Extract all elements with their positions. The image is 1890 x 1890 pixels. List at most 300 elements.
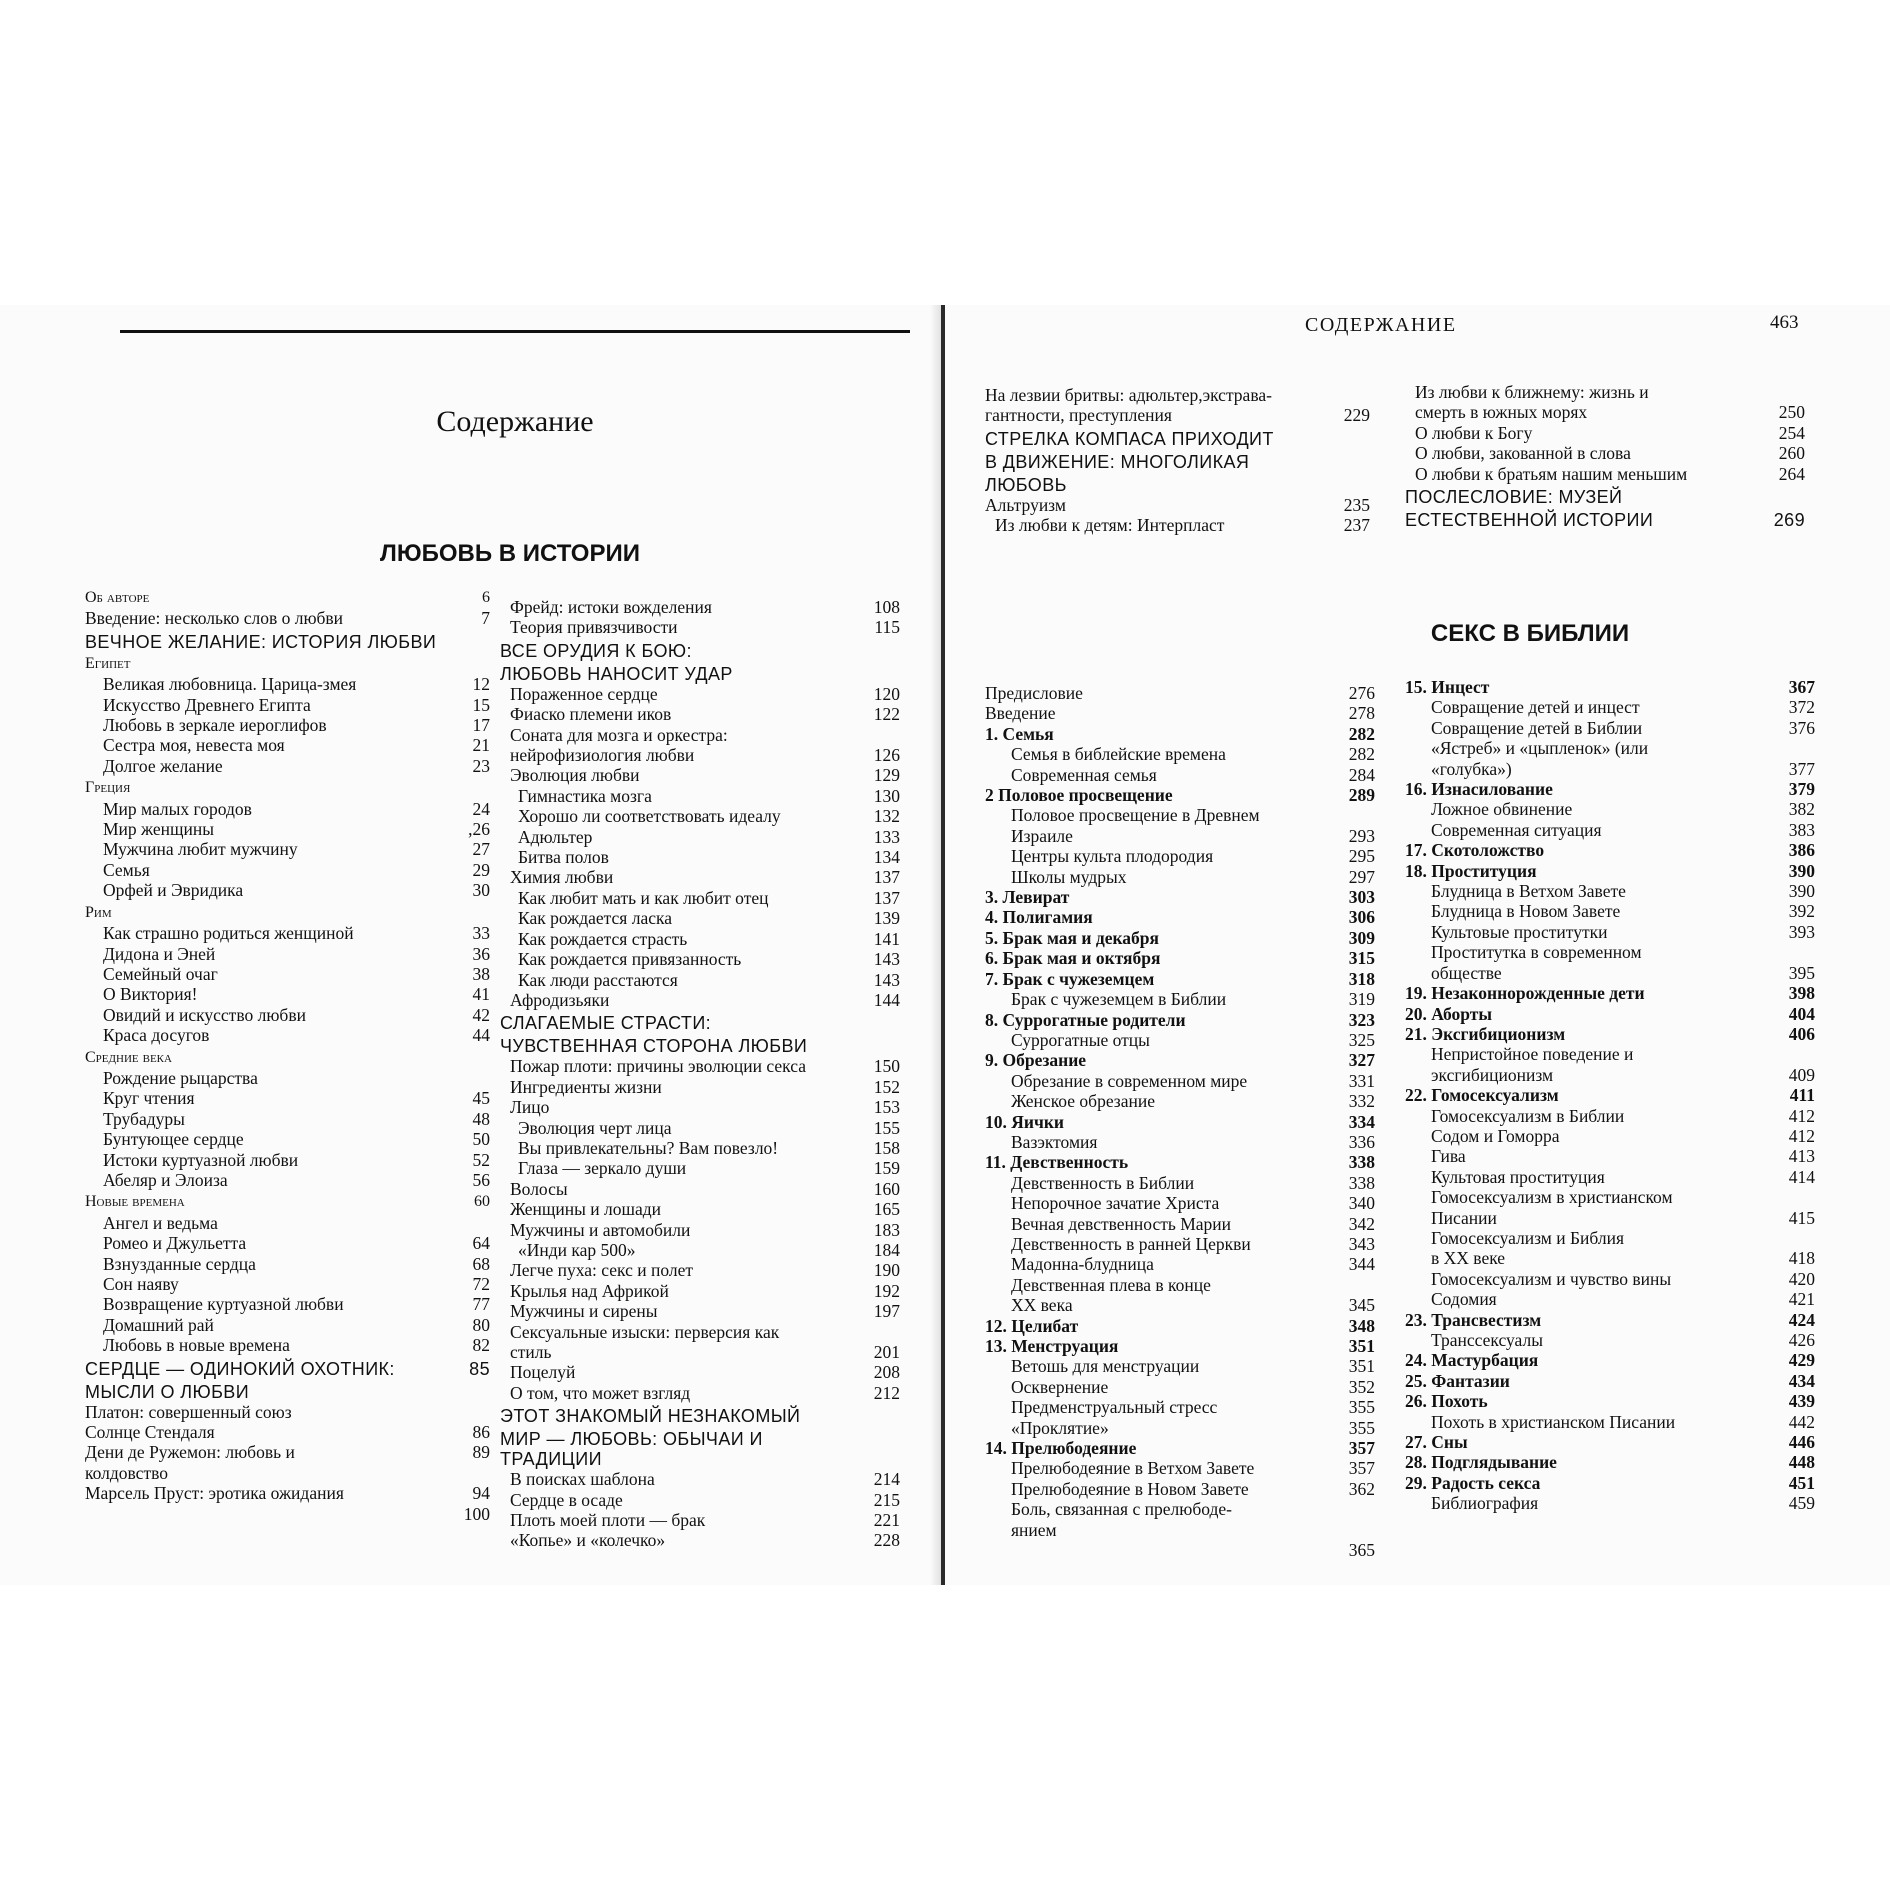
toc-entry xyxy=(500,765,900,785)
toc-entry xyxy=(85,1170,490,1190)
toc-entry-title: 10. Яички xyxy=(985,1111,1065,1132)
toc-entry xyxy=(500,1179,900,1199)
toc-entry-title: 28. Подглядывание xyxy=(1405,1452,1557,1473)
toc-entry-page: 303 xyxy=(1348,887,1375,908)
toc-entry-page: 130 xyxy=(873,785,900,806)
toc-column-left-2 xyxy=(500,597,900,1551)
toc-entry-page: 451 xyxy=(1788,1472,1815,1493)
toc-entry-title: гантности, преступления xyxy=(985,405,1172,426)
toc-entry-page: 12 xyxy=(472,674,490,695)
toc-entry-page: 318 xyxy=(1348,968,1375,989)
toc-entry xyxy=(985,805,1375,825)
toc-column-right-1 xyxy=(985,683,1375,1560)
toc-entry-page: 52 xyxy=(472,1149,490,1170)
toc-entry-title: Великая любовница. Царица-змея xyxy=(103,674,357,695)
toc-entry-title: Мужчина любит мужчину xyxy=(103,839,298,860)
toc-entry-page: 418 xyxy=(1788,1248,1815,1269)
toc-entry xyxy=(85,1150,490,1170)
toc-entry xyxy=(500,1077,900,1097)
toc-entry xyxy=(1405,820,1815,840)
toc-entry xyxy=(500,1342,900,1362)
toc-entry-title: 7. Брак с чужеземцем xyxy=(985,968,1155,989)
toc-entry-title: МИР — ЛЮБОВЬ: ОБЫЧАИ И ТРАДИЦИИ xyxy=(500,1429,763,1470)
toc-entry-page: 340 xyxy=(1348,1193,1375,1214)
toc-entry-page: 141 xyxy=(873,928,900,949)
top-rule xyxy=(120,330,910,333)
toc-entry-page: 319 xyxy=(1348,989,1375,1010)
toc-entry-title: Сестра моя, невеста моя xyxy=(103,735,285,756)
toc-entry xyxy=(985,475,1370,495)
toc-entry-title: Как рождается ласка xyxy=(518,908,673,929)
toc-column-right-top-1 xyxy=(985,385,1370,536)
toc-entry-title: XX века xyxy=(1011,1295,1073,1316)
toc-entry-title: Сердце в осаде xyxy=(510,1489,623,1510)
toc-column-right-2 xyxy=(1405,677,1815,1514)
toc-entry-title: Солнце Стендаля xyxy=(85,1422,215,1443)
toc-entry-title: Круг чтения xyxy=(103,1088,195,1109)
toc-entry-title: Средние века xyxy=(85,1048,172,1066)
toc-entry xyxy=(85,1233,490,1253)
toc-entry-page: 284 xyxy=(1348,764,1375,785)
toc-entry xyxy=(985,1336,1375,1356)
toc-entry-page: 160 xyxy=(873,1178,900,1199)
toc-entry xyxy=(500,1322,900,1342)
toc-entry-title: 1. Семья xyxy=(985,723,1054,744)
toc-entry xyxy=(1405,840,1815,860)
toc-entry-title: Гимнастика мозга xyxy=(518,785,652,806)
part-title-bible: СЕКС В БИБЛИИ xyxy=(1430,620,1630,647)
toc-entry-title: Семья в библейские времена xyxy=(1011,744,1226,765)
toc-entry-title: Абеляр и Элоиза xyxy=(103,1169,228,1190)
toc-entry-page: 351 xyxy=(1348,1336,1375,1356)
toc-entry-page: 390 xyxy=(1788,860,1815,881)
toc-entry-title: Платон: совершенный союз xyxy=(85,1401,292,1422)
toc-entry-title: Альтруизм xyxy=(985,494,1066,515)
toc-entry-title: 22. Гомосексуализм xyxy=(1405,1085,1559,1106)
toc-entry xyxy=(1405,1004,1815,1024)
toc-entry-page: 235 xyxy=(1343,494,1370,515)
toc-entry-title: Как страшно родиться женщиной xyxy=(103,923,354,944)
toc-entry-page: 17 xyxy=(472,715,490,736)
toc-entry-page: 331 xyxy=(1348,1070,1375,1091)
toc-column-right-top-2 xyxy=(1405,382,1805,530)
toc-entry xyxy=(1405,1106,1815,1126)
toc-entry-title: Половое просвещение в Древнем xyxy=(1011,805,1260,826)
toc-entry-title: Поцелуй xyxy=(510,1362,576,1383)
toc-entry xyxy=(500,1199,900,1219)
toc-entry-title: Фиаско племени иков xyxy=(510,704,672,725)
toc-entry xyxy=(85,1463,490,1483)
toc-entry xyxy=(85,654,490,674)
toc-entry-title: 13. Менструация xyxy=(985,1336,1119,1356)
toc-entry-title: 19. Незаконнорожденные дети xyxy=(1405,983,1645,1004)
toc-entry-title: Мир женщины xyxy=(103,819,215,840)
toc-entry xyxy=(500,1097,900,1117)
toc-entry xyxy=(985,683,1375,703)
toc-entry xyxy=(985,1132,1375,1152)
toc-entry-title: Прелюбодеяние в Новом Завете xyxy=(1011,1478,1249,1499)
toc-entry-title: Боль, связанная с прелюбоде- xyxy=(1011,1499,1232,1520)
toc-entry xyxy=(985,703,1375,723)
toc-entry-page: 60 xyxy=(474,1193,490,1211)
toc-entry-page: 120 xyxy=(873,683,900,704)
toc-entry-title: Адюльтер xyxy=(518,826,593,847)
toc-entry xyxy=(985,1418,1375,1438)
toc-entry-title: Битва полов xyxy=(518,847,609,868)
toc-entry xyxy=(500,806,900,826)
toc-entry-title: 27. Сны xyxy=(1405,1432,1468,1453)
toc-entry-title: 29. Радость секса xyxy=(1405,1472,1541,1493)
toc-entry xyxy=(85,632,490,652)
toc-entry xyxy=(985,907,1375,927)
toc-entry-page: 82 xyxy=(472,1335,490,1356)
toc-entry xyxy=(85,944,490,964)
toc-entry xyxy=(985,785,1375,805)
toc-entry xyxy=(1405,1330,1815,1350)
toc-entry-title: Марсель Пруст: эротика ожидания xyxy=(85,1483,344,1504)
toc-entry xyxy=(1405,464,1805,484)
toc-entry xyxy=(1405,881,1815,901)
toc-entry xyxy=(985,1050,1375,1070)
toc-entry xyxy=(85,1068,490,1088)
toc-entry-page: 250 xyxy=(1778,402,1805,423)
toc-entry-title: Любовь в новые времена xyxy=(103,1335,290,1356)
toc-entry-page: 376 xyxy=(1788,717,1815,738)
toc-entry xyxy=(500,1138,900,1158)
toc-entry xyxy=(985,1479,1375,1499)
toc-entry-title: янием xyxy=(1011,1519,1057,1540)
toc-entry-title: Транссексуалы xyxy=(1431,1330,1543,1350)
toc-entry xyxy=(1405,1126,1815,1146)
toc-entry-page: 237 xyxy=(1343,515,1370,536)
toc-entry-page: 306 xyxy=(1348,907,1375,928)
toc-entry-page: 459 xyxy=(1788,1493,1815,1514)
toc-entry-page: 420 xyxy=(1788,1268,1815,1289)
toc-entry-page: 132 xyxy=(873,806,900,827)
toc-entry xyxy=(500,1118,900,1138)
toc-entry xyxy=(85,1025,490,1045)
toc-entry-title: «Инди кар 500» xyxy=(518,1239,636,1260)
toc-entry-title: Эволюция черт лица xyxy=(518,1117,672,1138)
toc-entry xyxy=(85,839,490,859)
toc-entry-page: 100 xyxy=(463,1503,490,1524)
toc-entry-page: 412 xyxy=(1788,1125,1815,1146)
toc-entry-title: Культовая проституция xyxy=(1431,1166,1605,1187)
toc-entry-page: 338 xyxy=(1348,1152,1375,1173)
toc-entry-title: Обрезание в современном мире xyxy=(1011,1070,1248,1091)
toc-entry xyxy=(85,1335,490,1355)
toc-entry-page: 406 xyxy=(1788,1023,1815,1044)
toc-entry xyxy=(500,725,900,745)
toc-entry-title: 4. Полигамия xyxy=(985,907,1093,928)
toc-entry xyxy=(1405,1310,1815,1330)
toc-entry-page: 214 xyxy=(873,1469,900,1490)
toc-entry-title: 8. Суррогатные родители xyxy=(985,1009,1186,1030)
toc-entry xyxy=(500,949,900,969)
toc-entry xyxy=(985,405,1370,425)
book-spine xyxy=(941,305,945,1585)
toc-entry xyxy=(500,1406,900,1426)
toc-entry xyxy=(85,715,490,735)
toc-entry xyxy=(1405,402,1805,422)
toc-entry xyxy=(1405,983,1815,1003)
toc-entry xyxy=(985,385,1370,405)
toc-entry xyxy=(985,1499,1375,1519)
toc-entry-title: колдовство xyxy=(85,1462,168,1483)
toc-entry xyxy=(1405,1167,1815,1187)
toc-entry-page: 393 xyxy=(1788,921,1815,942)
toc-entry xyxy=(500,1301,900,1321)
toc-entry xyxy=(985,969,1375,989)
toc-entry xyxy=(1405,922,1815,942)
toc-entry-title: Истоки куртуазной любви xyxy=(103,1149,299,1170)
toc-entry xyxy=(1405,1493,1815,1513)
toc-entry-title: Культовые проститутки xyxy=(1431,921,1608,942)
toc-entry xyxy=(500,888,900,908)
toc-entry xyxy=(1405,1269,1815,1289)
toc-entry xyxy=(85,588,490,608)
toc-entry-title: На лезвии бритвы: адюльтер,экстрава- xyxy=(985,385,1272,405)
toc-entry-title: Ангел и ведьма xyxy=(103,1212,218,1233)
toc-column-left-1 xyxy=(85,586,490,1524)
toc-entry xyxy=(985,887,1375,907)
toc-entry xyxy=(1405,779,1815,799)
toc-entry-title: ЛЮБОВЬ xyxy=(985,474,1067,495)
toc-entry-title: Центры культа плодородия xyxy=(1011,846,1214,867)
spine-shadow xyxy=(930,305,941,1585)
toc-entry-page: 325 xyxy=(1348,1029,1375,1050)
toc-entry-title: Как любит мать и как любит отец xyxy=(518,887,769,908)
toc-entry xyxy=(500,641,900,661)
toc-entry-title: Гомосексуализм в Библии xyxy=(1431,1105,1625,1126)
toc-entry-page: 426 xyxy=(1788,1330,1815,1350)
toc-entry xyxy=(985,826,1375,846)
toc-entry-title: Долгое желание xyxy=(103,755,223,776)
toc-entry-title: Современная семья xyxy=(1011,764,1157,785)
toc-entry-title: Мужчины и автомобили xyxy=(510,1219,691,1240)
toc-entry-title: Брак с чужеземцем в Библии xyxy=(1011,989,1227,1010)
toc-entry xyxy=(85,1274,490,1294)
toc-entry-title: 26. Похоть xyxy=(1405,1391,1488,1412)
toc-entry-page: 94 xyxy=(472,1483,490,1504)
toc-entry-page: 159 xyxy=(873,1158,900,1179)
toc-entry-title: Блудница в Новом Завете xyxy=(1431,901,1621,922)
toc-entry-page: 327 xyxy=(1348,1050,1375,1071)
toc-entry-title: Писании xyxy=(1431,1207,1497,1228)
toc-entry-page: 434 xyxy=(1788,1370,1815,1391)
toc-entry-title: 9. Обрезание xyxy=(985,1050,1087,1071)
toc-entry xyxy=(85,984,490,1004)
toc-entry-title: Пораженное сердце xyxy=(510,683,658,704)
toc-entry-title: Вазэктомия xyxy=(1011,1131,1098,1152)
toc-entry-page: 414 xyxy=(1788,1166,1815,1187)
toc-entry xyxy=(500,970,900,990)
toc-entry-title: 11. Девственность xyxy=(985,1152,1129,1173)
toc-entry-title: Афродизьяки xyxy=(510,989,610,1010)
toc-entry xyxy=(1405,901,1815,921)
toc-entry-page: 129 xyxy=(873,765,900,786)
toc-entry-title: Как рождается привязанность xyxy=(518,949,742,970)
toc-entry xyxy=(985,1458,1375,1478)
toc-entry-title: В поисках шаблона xyxy=(510,1469,655,1490)
toc-entry-page: 332 xyxy=(1348,1091,1375,1112)
toc-entry-page: 27 xyxy=(472,839,490,860)
toc-entry xyxy=(985,1397,1375,1417)
toc-entry-title: О любви, закованной в слова xyxy=(1415,443,1631,464)
toc-entry xyxy=(1405,1452,1815,1472)
toc-entry-page: 352 xyxy=(1348,1376,1375,1397)
toc-entry xyxy=(85,1483,490,1503)
toc-entry-page: 80 xyxy=(472,1314,490,1335)
toc-entry-page: 383 xyxy=(1788,819,1815,840)
toc-entry-title: Введение xyxy=(985,703,1056,724)
toc-entry-title: Пожар плоти: причины эволюции секса xyxy=(510,1056,806,1077)
toc-entry xyxy=(500,1013,900,1033)
toc-entry-title: 5. Брак мая и декабря xyxy=(985,927,1160,948)
toc-entry-page: 153 xyxy=(873,1097,900,1118)
toc-entry-title: Сон наяву xyxy=(103,1274,179,1294)
toc-entry xyxy=(1405,942,1815,962)
toc-entry xyxy=(500,1530,900,1550)
toc-entry-page: 6 xyxy=(482,589,490,606)
toc-entry-title: 21. Эксгибиционизм xyxy=(1405,1023,1566,1044)
toc-entry-page: 42 xyxy=(472,1004,490,1025)
page-number: 463 xyxy=(1770,312,1799,333)
toc-entry-title: Дени де Ружемон: любовь и xyxy=(85,1442,295,1463)
toc-entry-title: ВЕЧНОЕ ЖЕЛАНИЕ: ИСТОРИЯ ЛЮБВИ xyxy=(85,631,437,652)
toc-entry xyxy=(500,786,900,806)
toc-entry-page: 152 xyxy=(873,1076,900,1097)
toc-entry-page: 137 xyxy=(873,887,900,908)
toc-entry-title: О любви к братьям нашим меньшим xyxy=(1415,463,1688,484)
toc-entry-title: 24. Мастурбация xyxy=(1405,1350,1539,1371)
toc-entry xyxy=(1405,1350,1815,1370)
toc-entry-title: стиль xyxy=(510,1342,552,1362)
toc-entry-page: 362 xyxy=(1348,1478,1375,1499)
toc-entry-title: Глаза — зеркало души xyxy=(518,1158,687,1179)
toc-entry-page: 208 xyxy=(873,1362,900,1383)
toc-entry xyxy=(85,1402,490,1422)
toc-entry-title: Ветошь для менструации xyxy=(1011,1356,1200,1377)
toc-entry-page: 183 xyxy=(873,1219,900,1240)
toc-entry xyxy=(500,1510,900,1530)
toc-entry xyxy=(985,1295,1375,1315)
toc-entry xyxy=(1405,1371,1815,1391)
toc-entry-title: СЛАГАЕМЫЕ СТРАСТИ: xyxy=(500,1013,712,1034)
toc-entry-page: 192 xyxy=(873,1280,900,1301)
toc-entry xyxy=(985,1071,1375,1091)
toc-entry-title: Совращение детей в Библии xyxy=(1431,717,1643,738)
toc-entry xyxy=(500,1429,900,1469)
toc-entry xyxy=(500,745,900,765)
toc-entry xyxy=(85,1294,490,1314)
toc-entry-page: 212 xyxy=(873,1382,900,1403)
toc-entry xyxy=(1405,487,1805,507)
toc-entry xyxy=(500,1220,900,1240)
toc-entry xyxy=(85,1213,490,1233)
toc-entry-page: 278 xyxy=(1348,703,1375,724)
toc-entry-page: 29 xyxy=(472,859,490,880)
toc-entry-title: Греция xyxy=(85,779,131,797)
toc-entry xyxy=(985,1254,1375,1274)
toc-entry-title: Эволюция любви xyxy=(510,765,640,786)
running-head: СОДЕРЖАНИЕ xyxy=(1305,314,1457,336)
page-title: Содержание xyxy=(436,405,594,438)
toc-entry-title: Гомосексуализм в христианском xyxy=(1431,1187,1673,1208)
toc-entry xyxy=(500,1490,900,1510)
toc-entry-title: 18. Проституция xyxy=(1405,860,1537,881)
toc-entry-page: 23 xyxy=(472,755,490,776)
toc-entry-title: Сексуальные изыски: перверсия как xyxy=(510,1321,780,1342)
toc-entry-title: Предисловие xyxy=(985,683,1083,703)
toc-entry xyxy=(85,860,490,880)
toc-entry-title: Лицо xyxy=(510,1097,550,1118)
toc-entry-title: Рождение рыцарства xyxy=(103,1067,258,1088)
toc-entry-page: 89 xyxy=(472,1442,490,1463)
toc-entry xyxy=(500,1383,900,1403)
toc-entry xyxy=(85,819,490,839)
toc-entry-title: Гомосексуализм и Библия xyxy=(1431,1227,1625,1248)
toc-entry-page: 338 xyxy=(1348,1172,1375,1193)
toc-entry-title: в XX веке xyxy=(1431,1248,1506,1269)
toc-entry-title: О Виктория! xyxy=(103,984,198,1005)
toc-entry-page: 260 xyxy=(1778,443,1805,464)
toc-entry xyxy=(985,867,1375,887)
toc-entry-title: Овидий и искусство любви xyxy=(103,1004,306,1025)
toc-entry-page: 282 xyxy=(1348,723,1375,744)
toc-entry-title: Теория привязчивости xyxy=(510,617,678,638)
toc-entry-page: 56 xyxy=(472,1169,490,1190)
toc-entry-page: 41 xyxy=(472,984,490,1005)
toc-entry-title: Гива xyxy=(1431,1146,1466,1167)
toc-entry-page: 143 xyxy=(873,949,900,970)
toc-entry xyxy=(85,1254,490,1274)
toc-entry-page: 411 xyxy=(1789,1085,1815,1106)
toc-entry xyxy=(500,990,900,1010)
toc-entry-page: 264 xyxy=(1778,463,1805,484)
toc-entry xyxy=(1405,1146,1815,1166)
toc-entry xyxy=(1405,443,1805,463)
toc-entry xyxy=(85,674,490,694)
toc-entry xyxy=(985,452,1370,472)
toc-entry-title: 17. Скотоложство xyxy=(1405,840,1545,861)
toc-entry-title: Непорочное зачатие Христа xyxy=(1011,1193,1220,1214)
toc-entry xyxy=(985,515,1370,535)
toc-entry-title: Ложное обвинение xyxy=(1431,799,1573,820)
toc-entry-title: «Копье» и «колечко» xyxy=(510,1530,666,1551)
toc-entry-page: 86 xyxy=(472,1422,490,1443)
toc-entry-page: 137 xyxy=(873,867,900,888)
toc-entry-page: 21 xyxy=(472,735,490,756)
toc-entry xyxy=(500,929,900,949)
toc-entry-page: 367 xyxy=(1788,677,1815,697)
toc-entry-page: 323 xyxy=(1348,1009,1375,1030)
toc-entry-page: 421 xyxy=(1788,1289,1815,1310)
toc-entry-title: обществе xyxy=(1431,962,1502,983)
toc-entry xyxy=(500,1281,900,1301)
toc-entry-page: 108 xyxy=(873,597,900,617)
toc-entry-title: О том, что может взгляд xyxy=(510,1382,691,1403)
toc-entry-page: 357 xyxy=(1348,1438,1375,1459)
toc-entry xyxy=(1405,861,1815,881)
toc-entry-title: Искусство Древнего Египта xyxy=(103,694,311,715)
toc-entry xyxy=(500,1036,900,1056)
toc-entry-page: 398 xyxy=(1788,983,1815,1004)
toc-entry xyxy=(85,964,490,984)
toc-entry-title: ЛЮБОВЬ НАНОСИТ УДАР xyxy=(500,663,733,684)
toc-entry-page: 315 xyxy=(1348,948,1375,969)
toc-entry-title: Крылья над Африкой xyxy=(510,1280,669,1301)
